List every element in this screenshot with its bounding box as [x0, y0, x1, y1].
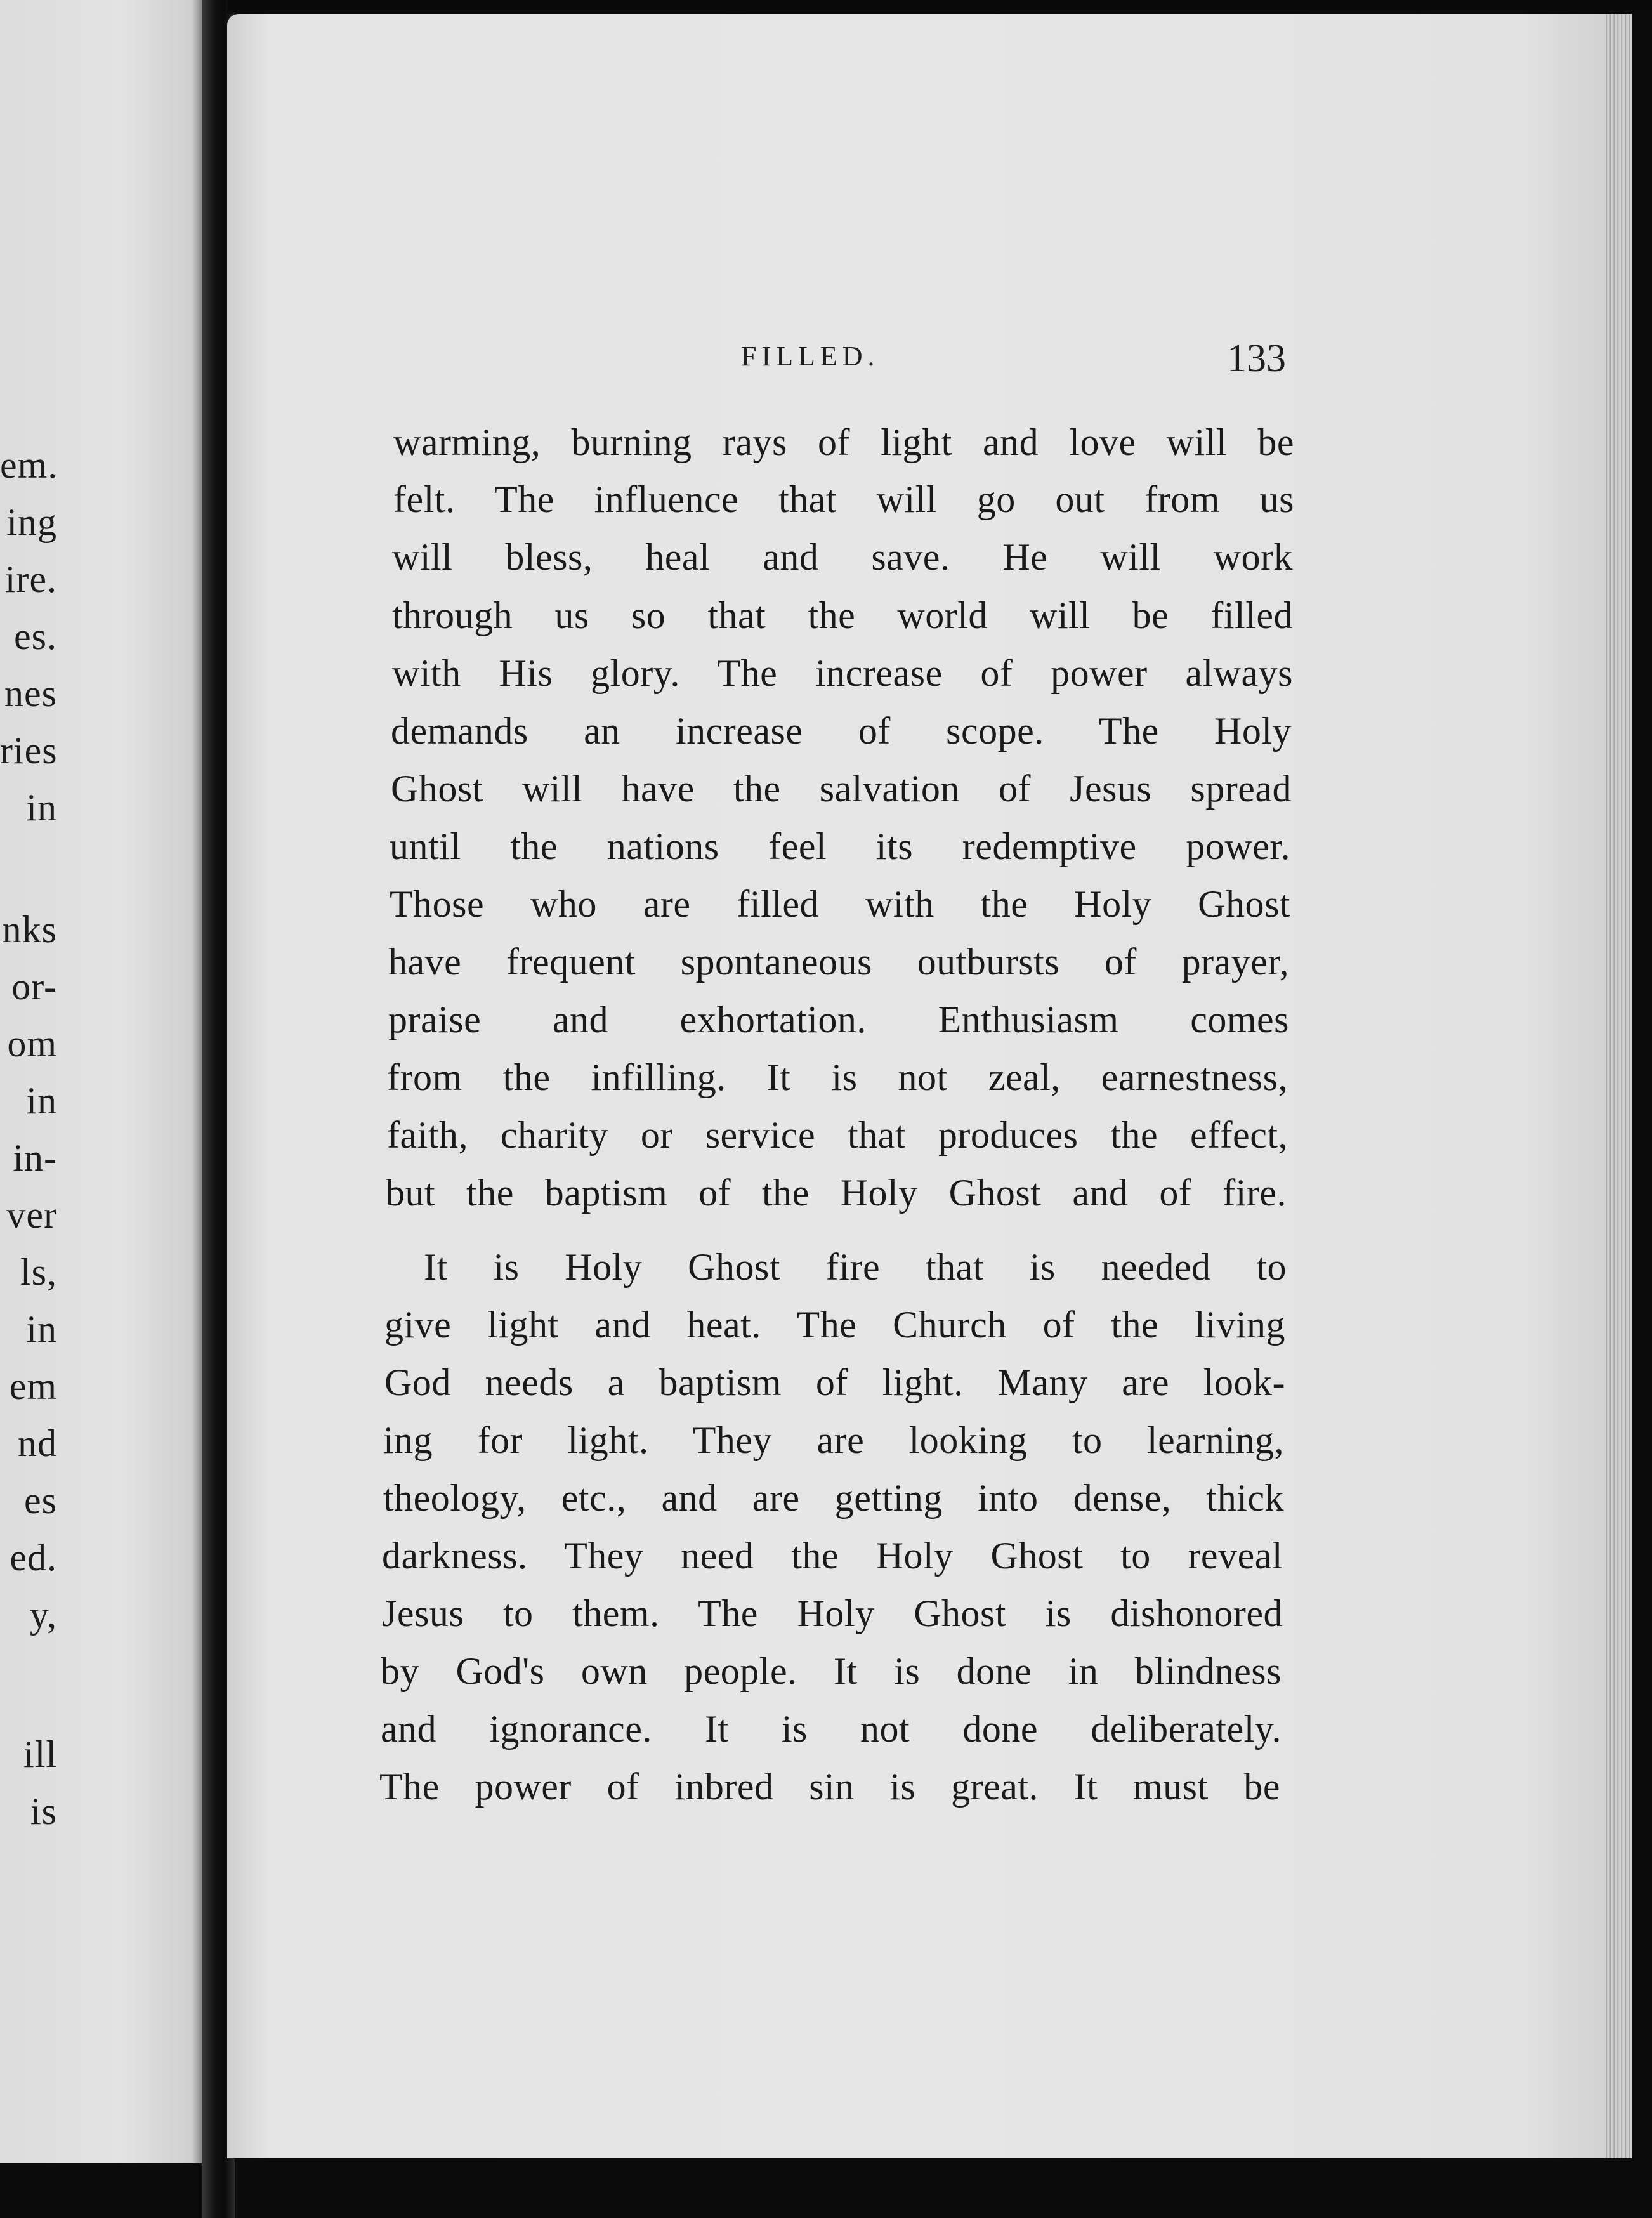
text-line: theology, etc., and are getting into dense, thick — [383, 1477, 1284, 1519]
left-page-fragment: ing — [6, 501, 57, 543]
left-page-fragment: or- — [11, 966, 57, 1007]
left-page-fragment: es — [24, 1480, 57, 1521]
left-page-fragment: ill — [23, 1733, 57, 1775]
text-line: through us so that the world will be filled — [392, 594, 1293, 636]
text-line: Jesus to them. The Holy Ghost is dishonored — [382, 1592, 1283, 1634]
text-line: until the nations feel its redemptive power. — [390, 825, 1290, 867]
text-line: praise and exhortation. Enthusiasm comes — [388, 999, 1289, 1040]
text-line: It is Holy Ghost fire that is needed to — [424, 1246, 1287, 1288]
text-line: warming, burning rays of light and love will be — [393, 421, 1294, 463]
text-line: have frequent spontaneous outbursts of prayer, — [388, 941, 1289, 983]
text-line: Ghost will have the salvation of Jesus spread — [391, 768, 1292, 810]
text-line: The power of inbred sin is great. It must be — [379, 1766, 1280, 1808]
left-page-fragment: y, — [29, 1594, 57, 1636]
left-page-fragment: in — [26, 1080, 57, 1122]
text-line: give light and heat. The Church of the living — [384, 1304, 1285, 1346]
left-page-fragment: em. — [0, 444, 58, 486]
left-page-fragment: es. — [14, 615, 57, 657]
left-page-fragment: ries — [0, 730, 58, 771]
left-page-fragment: em — [9, 1365, 57, 1407]
text-line: but the baptism of the Holy Ghost and of fire. — [386, 1172, 1287, 1214]
left-page-fragment: ver — [6, 1194, 57, 1236]
page-number: 133 — [1227, 337, 1286, 380]
left-page-fragment: in- — [13, 1137, 57, 1179]
text-line: ing for light. They are looking to learning, — [383, 1419, 1284, 1461]
left-page-fragment: in — [26, 1308, 57, 1350]
left-facing-page — [0, 0, 202, 2163]
text-line: will bless, heal and save. He will work — [392, 536, 1293, 578]
left-page-fragment: ire. — [4, 558, 57, 600]
text-line: demands an increase of scope. The Holy — [391, 710, 1292, 752]
left-page-fragment: nes — [4, 673, 57, 714]
page-stack-edge — [1604, 14, 1632, 2158]
text-line: from the infilling. It is not zeal, earnestness, — [387, 1056, 1288, 1098]
left-page-fragment: om — [7, 1023, 57, 1065]
text-line: God needs a baptism of light. Many are look- — [384, 1362, 1285, 1403]
text-line: and ignorance. It is not done deliberately. — [381, 1708, 1282, 1750]
text-line: darkness. They need the Holy Ghost to reveal — [382, 1535, 1283, 1577]
left-page-fragment: in — [26, 787, 57, 829]
text-line: by God's own people. It is done in blindness — [381, 1650, 1282, 1692]
text-line: with His glory. The increase of power always — [392, 652, 1293, 694]
left-page-fragment: nks — [2, 909, 57, 950]
scan-border-top — [227, 0, 1652, 14]
text-line: Those who are filled with the Holy Ghost — [390, 883, 1290, 925]
left-page-fragment: ls, — [20, 1251, 57, 1293]
running-head: FILLED. — [741, 341, 880, 372]
left-page-fragment: nd — [18, 1422, 57, 1464]
left-page-fragment: is — [30, 1790, 57, 1832]
left-page-fragment: ed. — [10, 1537, 57, 1578]
text-line: faith, charity or service that produces the effect, — [387, 1114, 1288, 1156]
text-line: felt. The influence that will go out from us — [393, 478, 1294, 520]
